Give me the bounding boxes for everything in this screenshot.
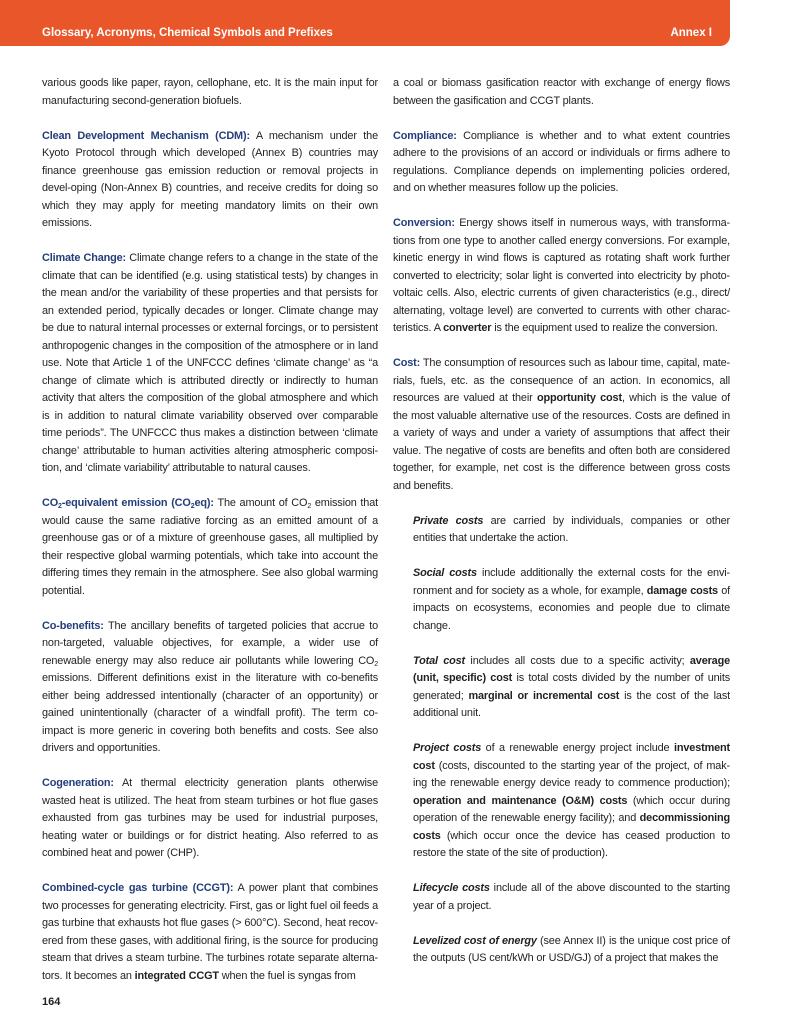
entry-cdm: Clean Development Mechanism (CDM): A mechanism under the Kyoto Protocol through which developed (Annex B) countries may finance greenhouse gas emission reduction or removal projects in devel-oping (Non-Annex B) countries, and receive credits for doing so which they may apply for meeting mandatory limits on their own emissions. [42,129,378,229]
term-cost: Cost: [393,357,421,369]
subentry-levelized-cost: Levelized cost of energy (see Annex II) is the unique cost price of the outputs (US cent/kWh or USD/GJ) of a project that makes the [413,934,730,964]
term-compliance: Compliance: [393,129,457,142]
entry-cost: Cost: The consumption of resources such as labour time, capital, mate-rials, fuels, etc. as the consequence of an action. In economics, all resources are valued at their opportunity cost, which is the value of the most valuable alternative use of the resources. Costs are defined in a variety of ways and under a variety of assumptions that affect their value. The negative of costs are benefits and often both are considered together, for example, net cost is the difference between gross costs and benefits. [393,357,731,492]
paragraph-continued: various goods like paper, rayon, cellophane, etc. It is the main input for manufacturing second-generation biofuels. [42,77,378,107]
entry-conversion: Conversion: Energy shows itself in numerous ways, with transforma-tions from one type to another called energy conversions. For example, kinetic energy in wind flows is captured as rotating shaft work further converted to electricity; solar light is converted into electricity by photo-voltaic cells. Also, electric currents of given characteristics (e.g., direct/ alternating, voltage level) are converted to currents with other charac-teristics. A converter is the equipment used to realize the conversion. [393,217,730,334]
term-co2-equivalent: $CO_2$-equivalent emission $(CO_2eq)$: [42,497,214,510]
term-cogeneration: Cogeneration: [42,777,114,789]
entry-co-benefits: Co-benefits: The ancillary benefits of targeted policies that accrue to non-targeted, valuable objectives, for example, a wider use of renewable energy may also reduce air pollutants while lowering $CO_2$ emissions. Different definitions exist in the literature with co-benefits either being addressed intentionally (character of an opportunity) or gained unintentionally (character of a windfall profit). The term co-impact is more generic in covering both benefits and costs. See also drivers and opportunities. [42,619,378,754]
entry-climate-change: Climate Change: Climate change refers to a change in the state of the climate that can be identified (e.g. using statistical tests) by changes in the mean and/or the variability of these properties and that persists for an extended period, typically decades or longer. Climate change may be due to natural internal processes or external forcings, or to persistent anthropogenic changes in the composition of the atmosphere or in land use. Note that Article 1 of the UNFCCC defines ‘climate change’ as “a change of climate which is attributed directly or indirectly to human activity that alters the composition of the global atmosphere and which is in addition to natural climate variability observed over comparable time periods”. The UNFCCC thus makes a distinction between ‘climate change’ attributable to human activities altering atmospheric composi-tion, and ‘climate variability’ attributable to natural causes. [42,252,378,474]
page-number: 164 [42,996,61,1008]
subentry-private-costs: Private costs are carried by individuals, companies or other entities that undertake the action. [413,514,730,544]
subentry-project-costs: Project costs of a renewable energy project include investment cost (costs, discounted to the starting year of the project, of mak-ing the renewable energy device ready to commence production); operation and maintenance (O&M) costs (which occur during operation of the renewable energy facility); and decommissioning costs (which occur once the device has ceased production to restore the state of the site of production). [413,742,731,859]
paragraph-continued-right: a coal or biomass gasification reactor with exchange of energy flows between the gasification and CCGT plants. [393,77,730,107]
term-climate-change: Climate Change: [42,252,127,264]
subentry-total-cost: Total cost includes all costs due to a specific activity; average (unit, specific) cost is total costs divided by the number of units generated; marginal or incremental cost is the cost of the last additional unit. [413,654,731,719]
header-bar [0,0,730,46]
term-cdm: Clean Development Mechanism (CDM): [42,129,250,142]
term-ccgt: Combined-cycle gas turbine (CCGT): [42,882,234,894]
subentry-social-costs: Social costs include additionally the external costs for the envi-ronment and for society as a whole, for example, damage costs of impacts on ecosystems, economies and people due to climate change. [413,567,730,632]
term-conversion: Conversion: [393,217,455,229]
entry-compliance: Compliance: Compliance is whether and to what extent countries adhere to the provisions of an accord or individuals or firms adhere to regulations. Compliance depends on implementing policies ordered, and on whether measures follow up the policies. [393,129,730,194]
left-column [42,75,378,1003]
subentry-lifecycle-costs: Lifecycle costs include all of the above discounted to the starting year of a project. [413,882,730,912]
term-co-benefits: Co-benefits: [42,619,104,632]
entry-co2-equivalent: $CO_2$-equivalent emission $(CO_2eq)$: The amount of $CO_2$ emission that would cause the same radiative forcing as an emitted amount of a greenhouse gas or of a mixture of greenhouse gases, all multiplied by their respective global warming potentials, which take into account the differing times they remain in the atmosphere. See also global warming potential. [42,497,378,597]
annex-label: Annex I [670,27,712,39]
right-column [393,75,730,985]
entry-cogeneration: Cogeneration: At thermal electricity generation plants otherwise wasted heat is utilized. The heat from steam turbines or hot flue gases exhausted from gas turbines may be used for industrial purposes, heating water or buildings or for district heating. Also referred to as combined heat and power (CHP). [42,777,378,859]
entry-ccgt: Combined-cycle gas turbine (CCGT): A power plant that combines two processes for generating electricity. First, gas or light fuel oil feeds a gas turbine that exhausts hot flue gases (> 600°C). Second, heat recov-ered from these gases, with additional firing, is the source for producing steam that drives a steam turbine. The turbines rotate separate alterna-tors. It becomes an integrated CCGT when the fuel is syngas from [42,882,378,982]
running-title: Glossary, Acronyms, Chemical Symbols and Prefixes [42,27,333,39]
